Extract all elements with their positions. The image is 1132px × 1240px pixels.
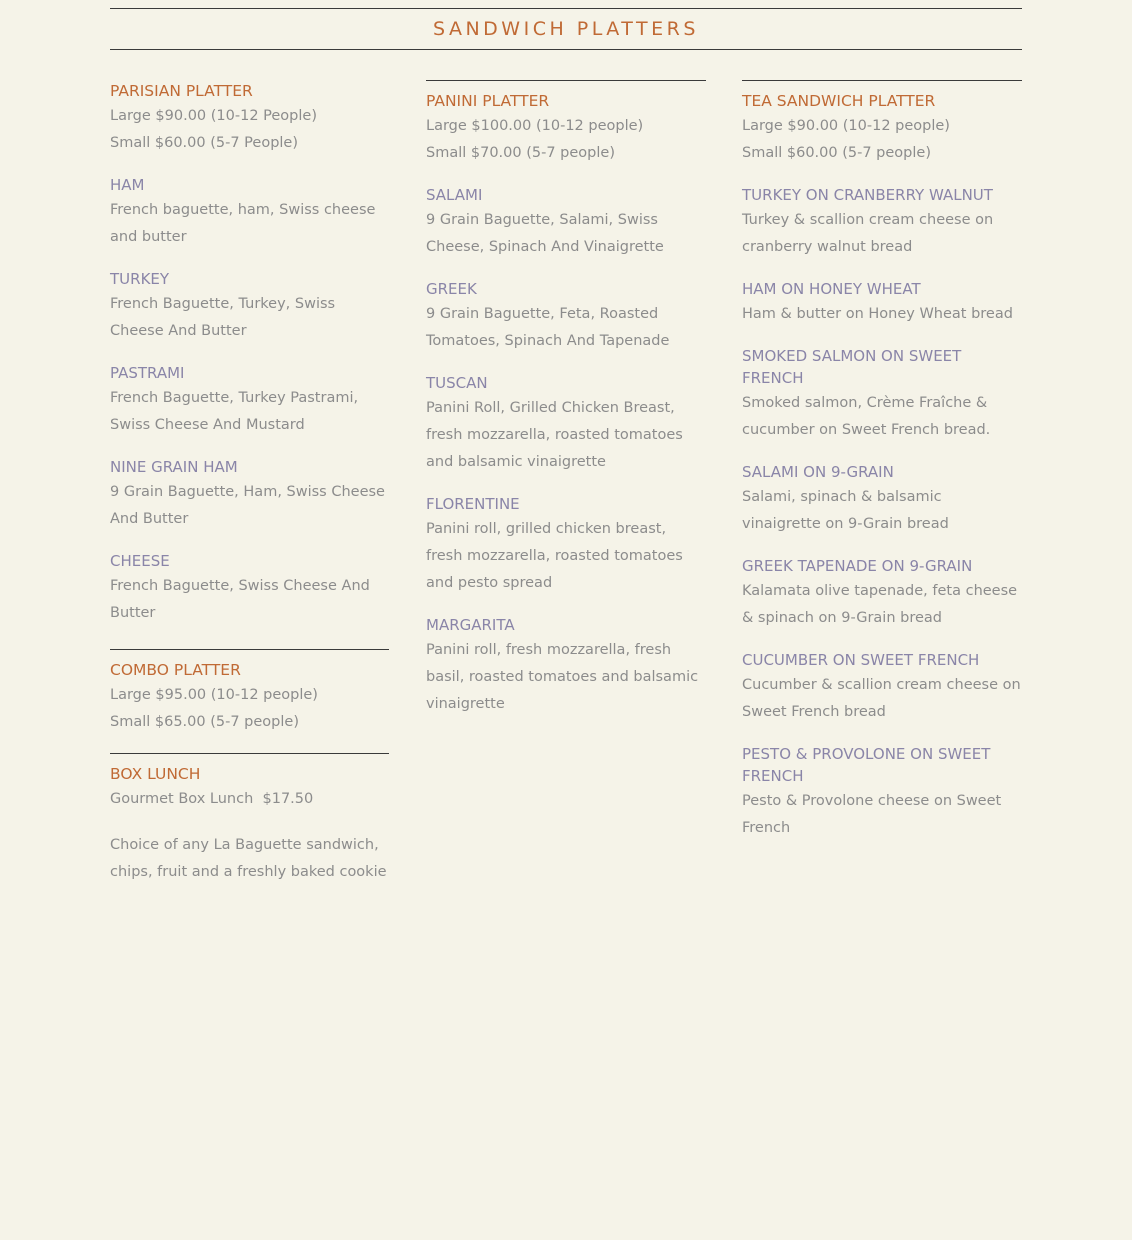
menu-item-desc: 9 Grain Baguette, Salami, Swiss Cheese, Spinach And Vinaigrette [426, 212, 664, 255]
menu-item-name: PASTRAMI [110, 364, 185, 382]
menu-item-name: TURKEY ON CRANBERRY WALNUT [742, 186, 993, 204]
menu-item [426, 184, 706, 261]
menu-item [110, 550, 389, 627]
menu-item [426, 614, 706, 718]
menu-item-desc: French Baguette, Turkey, Swiss Cheese And Butter [110, 296, 336, 339]
menu-item-name: CHEESE [110, 552, 170, 570]
column-left [110, 80, 389, 898]
menu-item-desc: French baguette, ham, Swiss cheese and butter [110, 202, 376, 245]
menu-item [110, 362, 389, 439]
menu-item [426, 278, 706, 355]
menu-item-desc: Smoked salmon, Crème Fraîche & cucumber on Sweet French bread. [742, 395, 991, 438]
combo-platter-prices [110, 682, 389, 736]
price-large: Large $100.00 (10-12 people) [426, 118, 644, 134]
column-right [742, 80, 1022, 859]
menu-item [426, 372, 706, 476]
parisian-platter-title: PARISIAN PLATTER [110, 82, 253, 100]
menu-item [742, 184, 1022, 261]
menu-item-desc: Pesto & Provolone cheese on Sweet French [742, 793, 1002, 836]
menu-item-desc: Salami, spinach & balsamic vinaigrette on 9-Grain bread [742, 489, 949, 532]
menu-item-desc: Panini roll, fresh mozzarella, fresh basil, roasted tomatoes and balsamic vinaigrette [426, 642, 699, 712]
page-header [110, 8, 1022, 50]
menu-item-desc: Panini Roll, Grilled Chicken Breast, fresh mozzarella, roasted tomatoes and balsamic vinaigrette [426, 400, 683, 470]
tea-platter-section [742, 80, 1022, 842]
combo-platter-section [110, 649, 389, 736]
box-lunch-item: Gourmet Box Lunch [110, 791, 254, 807]
menu-item-name: PESTO & PROVOLONE ON SWEET FRENCH [742, 745, 991, 785]
menu-item-name: HAM ON HONEY WHEAT [742, 280, 921, 298]
tea-platter-title: TEA SANDWICH PLATTER [742, 80, 1022, 112]
menu-item-name: SALAMI [426, 186, 483, 204]
menu-item-name: SMOKED SALMON ON SWEET FRENCH [742, 347, 962, 387]
price-small: Small $65.00 (5-7 people) [110, 714, 299, 730]
price-large: Large $90.00 (10-12 People) [110, 108, 317, 124]
menu-item [742, 555, 1022, 632]
box-lunch-price: $17.50 [262, 791, 314, 807]
page-title: SANDWICH PLATTERS [433, 18, 699, 40]
menu-item [110, 174, 389, 251]
menu-item-name: GREEK TAPENADE ON 9-GRAIN [742, 557, 973, 575]
menu-item [110, 456, 389, 533]
combo-platter-title: COMBO PLATTER [110, 649, 389, 681]
menu-item-name: GREEK [426, 280, 477, 298]
menu-item-desc: French Baguette, Turkey Pastrami, Swiss Cheese And Mustard [110, 390, 359, 433]
price-large: Large $90.00 (10-12 people) [742, 118, 950, 134]
box-lunch-section [110, 753, 389, 886]
menu-item [742, 461, 1022, 538]
price-small: Small $70.00 (5-7 people) [426, 145, 615, 161]
column-middle [426, 80, 706, 735]
menu-item-name: FLORENTINE [426, 495, 520, 513]
menu-item-name: SALAMI ON 9-GRAIN [742, 463, 894, 481]
menu-item-desc: 9 Grain Baguette, Feta, Roasted Tomatoes, Spinach And Tapenade [426, 306, 670, 349]
menu-item [742, 649, 1022, 726]
menu-item-desc: Panini roll, grilled chicken breast, fresh mozzarella, roasted tomatoes and pesto spread [426, 521, 683, 591]
menu-item-desc: Turkey & scallion cream cheese on cranberry walnut bread [742, 212, 994, 255]
box-lunch-price-line [110, 786, 389, 813]
tea-platter-prices [742, 113, 1022, 167]
panini-platter-prices [426, 113, 706, 167]
parisian-platter-prices [110, 103, 389, 157]
menu-item [742, 278, 1022, 328]
menu-item-desc: 9 Grain Baguette, Ham, Swiss Cheese And Butter [110, 484, 385, 527]
parisian-platter-section [110, 80, 389, 627]
panini-platter-title: PANINI PLATTER [426, 80, 706, 112]
menu-item [426, 493, 706, 597]
menu-item-name: HAM [110, 176, 145, 194]
menu-item-name: MARGARITA [426, 616, 515, 634]
menu-item-name: TURKEY [110, 270, 170, 288]
price-large: Large $95.00 (10-12 people) [110, 687, 318, 703]
menu-item-name: CUCUMBER ON SWEET FRENCH [742, 651, 980, 669]
box-lunch-desc: Choice of any La Baguette sandwich, chips, fruit and a freshly baked cookie [110, 837, 387, 880]
menu-item-desc: Ham & butter on Honey Wheat bread [742, 306, 1013, 322]
menu-item-name: TUSCAN [426, 374, 488, 392]
box-lunch-title: BOX LUNCH [110, 753, 389, 785]
menu-item [742, 743, 1022, 842]
menu-item [742, 345, 1022, 444]
menu-item-desc: Kalamata olive tapenade, feta cheese & spinach on 9-Grain bread [742, 583, 1018, 626]
menu-item-desc: French Baguette, Swiss Cheese And Butter [110, 578, 370, 621]
price-small: Small $60.00 (5-7 People) [110, 135, 299, 151]
menu-item [110, 268, 389, 345]
menu-item-desc: Cucumber & scallion cream cheese on Sweet French bread [742, 677, 1021, 720]
price-small: Small $60.00 (5-7 people) [742, 145, 931, 161]
panini-platter-section [426, 80, 706, 718]
menu-item-name: NINE GRAIN HAM [110, 458, 238, 476]
